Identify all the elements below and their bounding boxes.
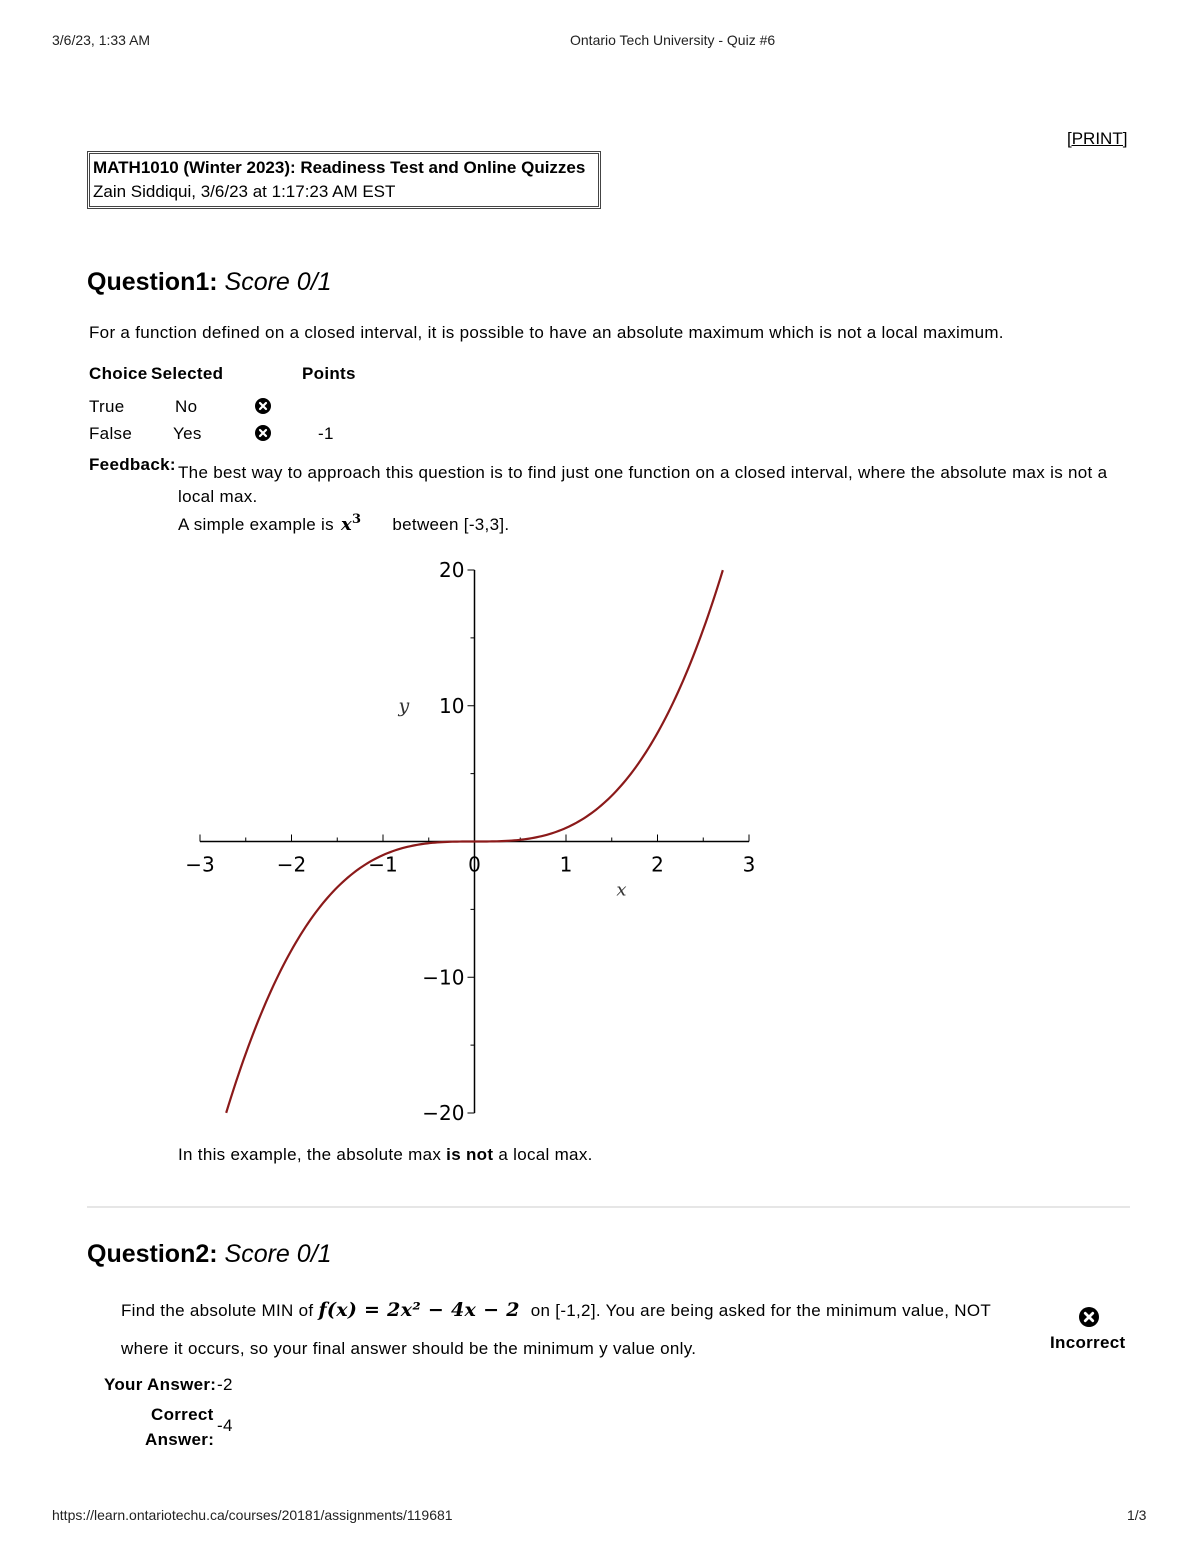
- incorrect-icon: [1079, 1307, 1099, 1327]
- y-tick-label: 20: [439, 558, 465, 582]
- correct-answer-label-2: Answer:: [145, 1430, 215, 1449]
- row-2-points: -1: [318, 424, 334, 443]
- question-1-prompt: For a function defined on a closed interval, it is possible to have an absolute maximum which is not a local maximum.: [89, 323, 1004, 342]
- y-tick-label: 10: [439, 693, 465, 718]
- x-tick-label: −1: [368, 852, 398, 877]
- row-1-selected: No: [175, 397, 198, 416]
- student-line: Zain Siddiqui, 3/6/23 at 1:17:23 AM EST: [93, 182, 396, 201]
- print-page-title: Ontario Tech University - Quiz #6: [570, 32, 776, 48]
- question-2-prompt-line-2: where it occurs, so your final answer should be the minimum y value only.: [121, 1339, 697, 1358]
- question-2-label: Question2:: [87, 1240, 218, 1268]
- example-suffix: between [-3,3].: [392, 515, 510, 534]
- row-1-choice: True: [89, 397, 125, 416]
- conclusion-bold: is not: [446, 1145, 494, 1164]
- correct-answer-label-1: Correct: [151, 1405, 214, 1424]
- footer-page-number: 1/3: [1127, 1507, 1147, 1523]
- question-2-prompt: [121, 1299, 991, 1321]
- x-tick-label: −3: [185, 852, 215, 877]
- feedback-text: The best way to approach this question is to find just one function on a closed interval, where the absolute max is not a local max.: [178, 463, 1108, 506]
- example-base: x: [340, 514, 353, 535]
- x-tick-label: 1: [559, 852, 573, 877]
- cubic-function-chart: [180, 555, 780, 1130]
- question-1-score: Score 0/1: [224, 268, 332, 296]
- print-link[interactable]: [PRINT]: [1067, 129, 1128, 148]
- feedback-label: Feedback:: [89, 455, 176, 474]
- question-2-score: Score 0/1: [224, 1240, 332, 1268]
- table-header-points: Points: [302, 364, 356, 383]
- prompt-math: f(x) = 2x² − 4x − 2: [318, 1299, 520, 1321]
- prompt-suffix: on [-1,2]. You are being asked for the minimum value, NOT: [530, 1301, 992, 1320]
- example-exponent: 3: [352, 512, 362, 527]
- row-2-choice: False: [89, 424, 133, 443]
- correct-answer-value: -4: [217, 1416, 233, 1435]
- conclusion-prefix: In this example, the absolute max: [178, 1145, 447, 1164]
- conclusion-suffix: a local max.: [493, 1145, 593, 1164]
- incorrect-icon: [255, 425, 271, 441]
- question-1-title: [87, 268, 332, 297]
- example-prefix: A simple example is: [178, 515, 334, 534]
- feedback-example: [178, 512, 509, 535]
- y-tick-label: −20: [422, 1101, 465, 1125]
- incorrect-icon: [255, 398, 271, 414]
- x-tick-label: 0: [468, 852, 481, 877]
- example-expression: [341, 514, 361, 535]
- x-tick-label: 2: [651, 852, 664, 877]
- y-axis-label: y: [398, 694, 410, 717]
- footer-url: https://learn.ontariotechu.ca/courses/20181/assignments/119681: [52, 1507, 453, 1523]
- x-tick-label: 3: [742, 852, 756, 877]
- prompt-prefix: Find the absolute MIN of: [121, 1301, 314, 1320]
- row-2-selected: Yes: [173, 424, 202, 443]
- conclusion-text: [178, 1145, 593, 1165]
- question-1-label: Question1:: [87, 268, 218, 296]
- your-answer-label: Your Answer:: [104, 1375, 217, 1394]
- question-2-title: [87, 1240, 332, 1269]
- question-divider: [87, 1206, 1130, 1208]
- table-header-choice: Choice: [89, 364, 148, 383]
- table-header-selected: Selected: [151, 364, 224, 383]
- course-info-box: [87, 151, 601, 209]
- status-incorrect: Incorrect: [1050, 1333, 1126, 1352]
- your-answer-value: -2: [217, 1375, 233, 1394]
- x-tick-label: −2: [276, 852, 307, 877]
- y-tick-label: −10: [422, 965, 465, 990]
- course-title: MATH1010 (Winter 2023): Readiness Test and Online Quizzes: [93, 158, 586, 177]
- print-timestamp: 3/6/23, 1:33 AM: [52, 32, 151, 48]
- x-axis-label: x: [616, 879, 627, 901]
